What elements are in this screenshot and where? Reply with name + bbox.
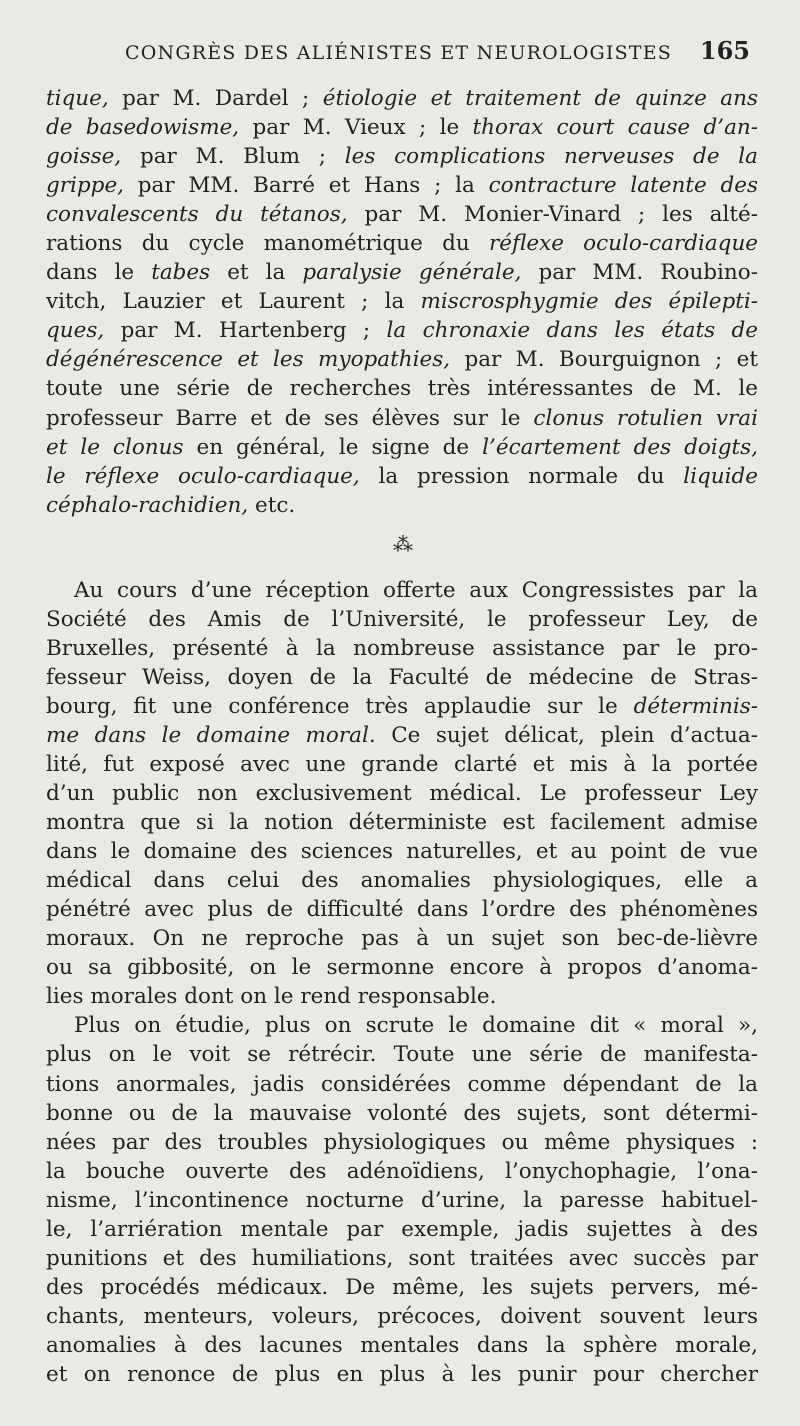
text-line bbox=[46, 895, 758, 924]
text-run: et la bbox=[210, 260, 303, 286]
text-run: la pression normale du bbox=[359, 463, 684, 489]
text-line bbox=[46, 634, 758, 663]
asterism: ⁂ bbox=[393, 531, 411, 556]
text-run: Plus on étudie, plus on scrute le domaine dit « moral », bbox=[74, 1013, 758, 1039]
text-line bbox=[46, 837, 758, 866]
italic-run: étiologie et traitement de quinze ans bbox=[322, 86, 758, 111]
text-line bbox=[46, 287, 758, 316]
paragraph bbox=[46, 1011, 758, 1389]
text-line bbox=[46, 1360, 758, 1389]
text-line bbox=[46, 1011, 758, 1040]
text-line bbox=[46, 171, 758, 200]
text-line bbox=[46, 316, 758, 345]
text-line bbox=[46, 491, 758, 520]
italic-run: les complications nerveuses de la bbox=[344, 144, 758, 170]
italic-run: goisse, bbox=[46, 144, 122, 170]
text-line bbox=[46, 374, 758, 403]
body-text bbox=[46, 84, 758, 1389]
italic-run: et le clonus bbox=[46, 434, 184, 460]
text-run: la bouche ouverte des adénoïdiens, l’onychophagie, l’ona- bbox=[46, 1158, 758, 1184]
text-line bbox=[46, 721, 758, 750]
text-run: par MM. Barré et Hans ; la bbox=[124, 173, 489, 199]
italic-run: clonus rotulien vrai bbox=[533, 405, 758, 431]
text-line bbox=[46, 982, 758, 1011]
text-line bbox=[46, 1302, 758, 1331]
text-run: nées par des troubles physiologiques ou même physiques : bbox=[46, 1129, 758, 1155]
text-run: plus on le voit se rétrécir. Toute une série de manifesta- bbox=[46, 1042, 758, 1068]
text-line bbox=[46, 345, 758, 374]
text-line bbox=[46, 1273, 758, 1302]
paragraph bbox=[46, 84, 758, 520]
italic-run: paralysie générale, bbox=[302, 260, 522, 286]
text-run: par M. Monier-Vinard ; les alté- bbox=[347, 202, 758, 228]
text-line bbox=[46, 924, 758, 953]
text-run: vitch, Lauzier et Laurent ; la bbox=[46, 289, 421, 315]
italic-run: ques, bbox=[46, 318, 105, 344]
text-line bbox=[46, 750, 758, 779]
text-run: rations du cycle manométrique du bbox=[46, 231, 489, 257]
text-run: chants, menteurs, voleurs, précoces, doivent souvent leurs bbox=[46, 1303, 758, 1329]
text-line bbox=[46, 1244, 758, 1273]
text-run: lité, fut exposé avec une grande clarté et mis à la portée bbox=[46, 751, 758, 777]
text-line bbox=[46, 433, 758, 462]
text-line bbox=[46, 1186, 758, 1215]
text-run: par M. Blum ; bbox=[121, 144, 345, 170]
text-line bbox=[46, 605, 758, 634]
text-line bbox=[46, 1099, 758, 1128]
text-run: tions anormales, jadis considérées comme dépendant de la bbox=[46, 1071, 758, 1097]
italic-run: me dans le domaine moral. bbox=[46, 722, 376, 748]
text-run: anomalies à des lacunes mentales dans la sphère morale, bbox=[46, 1332, 758, 1358]
text-run: Ce sujet délicat, plein d’actua- bbox=[375, 722, 758, 748]
text-line bbox=[46, 462, 758, 491]
text-run: d’un public non exclusivement médical. Le professeur Ley bbox=[46, 781, 758, 807]
text-line bbox=[46, 200, 758, 229]
italic-run: déterminis- bbox=[633, 693, 758, 719]
text-line bbox=[46, 663, 758, 692]
text-line bbox=[46, 1070, 758, 1099]
text-line bbox=[46, 576, 758, 605]
text-run: par M. Vieux ; le bbox=[239, 115, 473, 141]
text-run: punitions et des humiliations, sont traitées avec succès par bbox=[46, 1245, 758, 1271]
text-line bbox=[46, 1128, 758, 1157]
italic-run: l’écartement des doigts, bbox=[482, 434, 758, 460]
text-run: montra que si la notion déterministe est facilement admise bbox=[46, 810, 758, 836]
italic-run: convalescents du tétanos, bbox=[46, 202, 348, 228]
text-run: dans le bbox=[46, 260, 152, 286]
italic-run: grippe, bbox=[46, 173, 125, 199]
text-run: pénétré avec plus de difficulté dans l’ordre des phénomènes bbox=[46, 897, 758, 923]
text-run: médical dans celui des anomalies physiologiques, elle a bbox=[46, 868, 758, 894]
text-run: en général, le signe de bbox=[183, 434, 483, 460]
text-run: professeur Barre et de ses élèves sur le bbox=[46, 405, 534, 431]
text-run: bonne ou de la mauvaise volonté des sujets, sont détermi- bbox=[46, 1100, 758, 1126]
text-run: et on renonce de plus en plus à les punir pour chercher bbox=[46, 1361, 758, 1387]
section-separator bbox=[46, 520, 758, 576]
text-line bbox=[46, 229, 758, 258]
text-line bbox=[46, 142, 758, 171]
italic-run: la chronaxie dans les états de bbox=[386, 318, 758, 344]
page-number: 165 bbox=[699, 36, 750, 65]
text-line bbox=[46, 1215, 758, 1244]
text-line bbox=[46, 692, 758, 721]
text-run: des procédés médicaux. De même, les sujets pervers, mé- bbox=[46, 1274, 758, 1300]
text-run: nisme, l’incontinence nocturne d’urine, la paresse habituel- bbox=[46, 1187, 758, 1213]
paragraph bbox=[46, 576, 758, 1012]
text-line bbox=[46, 258, 758, 287]
page-header bbox=[0, 36, 800, 70]
text-run: moraux. On ne reproche pas à un sujet son bec-de-lièvre bbox=[46, 926, 758, 952]
italic-run: contracture latente des bbox=[488, 173, 758, 199]
text-run: fesseur Weiss, doyen de la Faculté de médecine de Stras- bbox=[46, 664, 758, 690]
text-run: etc. bbox=[248, 492, 296, 518]
italic-run: céphalo-rachidien, bbox=[46, 492, 249, 518]
text-line bbox=[46, 1331, 758, 1360]
text-line bbox=[46, 866, 758, 895]
text-line bbox=[46, 113, 758, 142]
italic-run: le réflexe oculo-cardiaque, bbox=[46, 463, 360, 489]
text-run: par M. Hartenberg ; bbox=[104, 318, 387, 344]
text-run: Société des Amis de l’Université, le professeur Ley, de bbox=[46, 606, 758, 632]
italic-run: tique, bbox=[46, 86, 109, 111]
text-run: Bruxelles, présenté à la nombreuse assistance par le pro- bbox=[46, 635, 758, 661]
text-line bbox=[46, 404, 758, 433]
text-run: bourg, fit une conférence très applaudie sur le bbox=[46, 693, 634, 719]
italic-run: réflexe oculo-cardiaque bbox=[489, 231, 759, 257]
text-line bbox=[46, 84, 758, 113]
italic-run: de basedowisme, bbox=[46, 115, 240, 141]
text-run: lies morales dont on le rend responsable. bbox=[46, 984, 497, 1010]
text-run: Au cours d’une réception offerte aux Congressistes par la bbox=[74, 577, 758, 603]
italic-run: dégénérescence et les myopathies, bbox=[46, 347, 451, 373]
text-line bbox=[46, 1040, 758, 1069]
text-run: par M. Dardel ; bbox=[108, 86, 323, 111]
italic-run: liquide bbox=[683, 463, 758, 489]
text-line bbox=[46, 953, 758, 982]
text-run: le, l’arriération mentale par exemple, jadis sujettes à des bbox=[46, 1216, 758, 1242]
text-run: par M. Bourguignon ; et bbox=[450, 347, 758, 373]
running-head: CONGRÈS DES ALIÉNISTES ET NEUROLOGISTES bbox=[125, 42, 672, 64]
text-line bbox=[46, 1157, 758, 1186]
italic-run: miscrosphygmie des épilepti- bbox=[420, 289, 758, 315]
italic-run: tabes bbox=[151, 260, 211, 286]
text-line bbox=[46, 808, 758, 837]
text-run: toute une série de recherches très intéressantes de M. le bbox=[46, 376, 758, 402]
text-line bbox=[46, 779, 758, 808]
italic-run: thorax court cause d’an- bbox=[472, 115, 758, 141]
text-run: par MM. Roubino- bbox=[521, 260, 758, 286]
text-run: ou sa gibbosité, on le sermonne encore à propos d’anoma- bbox=[46, 955, 758, 981]
text-run: dans le domaine des sciences naturelles, et au point de vue bbox=[46, 839, 758, 865]
